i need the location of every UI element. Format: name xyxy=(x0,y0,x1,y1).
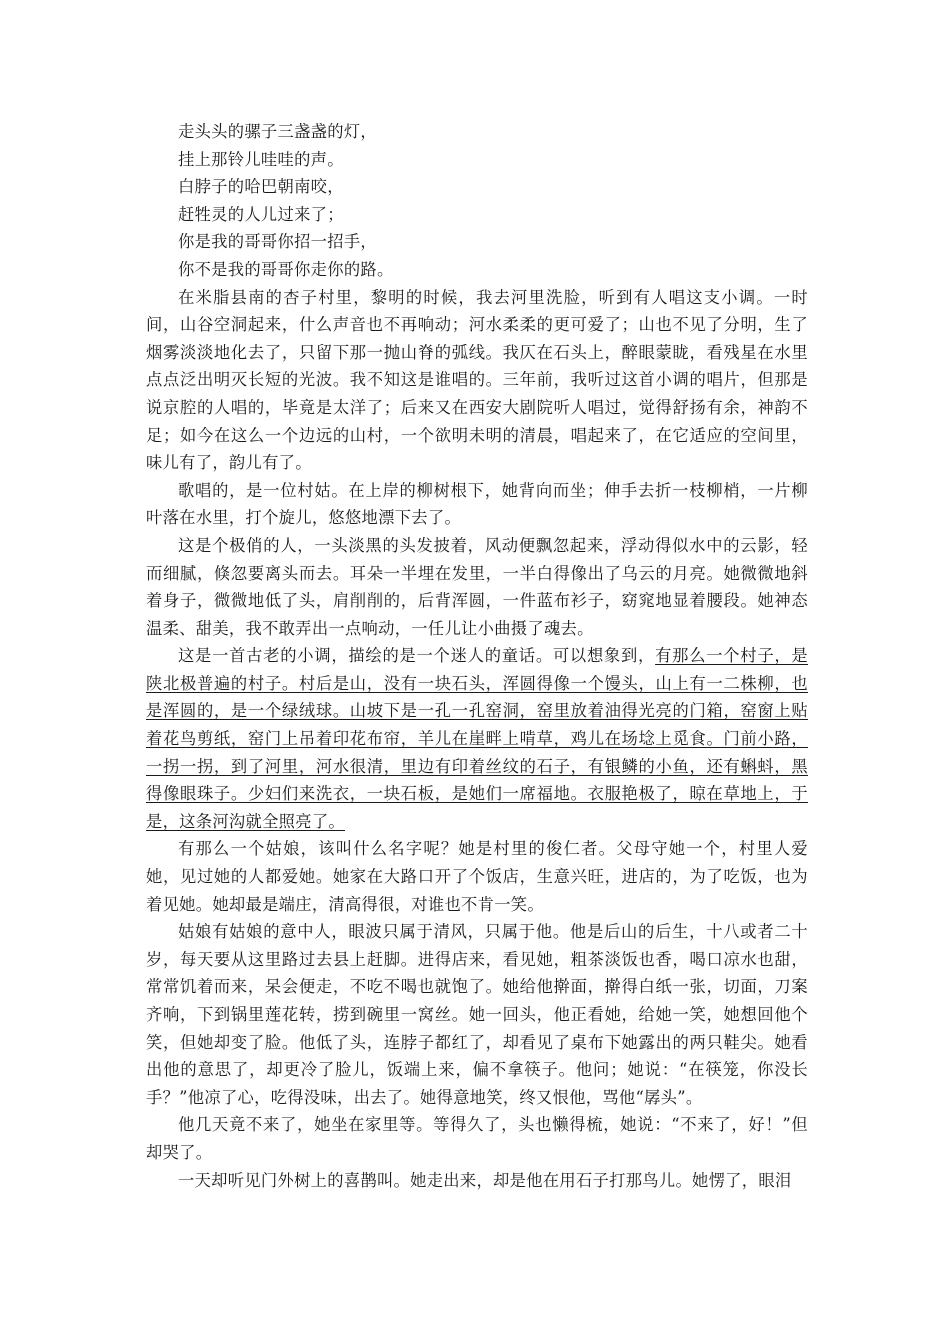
paragraph-girl-description: 这是个极俏的人，一头淡黑的头发披着，风动便飘忽起来，浮动得似水中的云影，轻而细腻，倏忽要离头而去。耳朵一半埋在发里，一半白得像出了乌云的月亮。她微微地斜着身子，微微地低了头，肩削削的，后背浑圆，一件蓝布衫子，窈窕地显着腰段。她神态温柔、甜美，我不敢弄出一点响动，一任儿让小曲摄了魂去。 xyxy=(146,535,808,638)
poem-line: 挂上那铃儿哇哇的声。 xyxy=(178,149,344,169)
paragraph-waiting: 他几天竟不来了，她坐在家里等。等得久了，头也懒得梳，她说：“不来了，好！”但却哭了。 xyxy=(146,1115,808,1162)
paragraph-fairy-tale xyxy=(146,642,808,835)
paragraph-dawn-song: 在米脂县南的杏子村里，黎明的时候，我去河里洗脸，听到有人唱这支小调。一时间，山谷空洞起来，什么声音也不再响动；河水柔柔的更可爱了；山也不见了分明，生了烟雾淡淡地化去了，只留下那一抛山脊的弧线。我仄在石头上，醉眼蒙眬，看残星在水里点点泛出明灭长短的光波。我不知这是谁唱的。三年前，我听过这首小调的唱片，但那是说京腔的人唱的，毕竟是太洋了；后来又在西安大剧院听人唱过，觉得舒扬有余，神韵不足；如今在这么一个边远的山村，一个欲明未明的清晨，唱起来了，在它适应的空间里，味儿有了，韵儿有了。 xyxy=(146,287,808,473)
paragraph-girl-name: 有那么一个姑娘，该叫什么名字呢？她是村里的俊仁者。父母守她一个，村里人爱她，见过她的人都爱她。她家在大路口开了个饭店，生意兴旺，进店的，为了吃饭，也为着见她。她却最是端庄，清高得很，对谁也不肯一笑。 xyxy=(146,839,808,914)
paragraph-magpie: 一天却听见门外树上的喜鹊叫。她走出来，却是他在用石子打那鸟儿。她愣了，眼泪 xyxy=(178,1170,792,1190)
poem-line: 赶牲灵的人儿过来了； xyxy=(178,204,344,224)
poem-line: 走头头的骡子三盏盏的灯， xyxy=(178,122,377,141)
poem-line: 白脖子的哈巴朝南咬， xyxy=(178,177,344,197)
paragraph-village-girl: 歌唱的，是一位村姑。在上岸的柳树根下，她背向而坐；伸手去折一枝柳梢，一片柳叶落在水里，打个旋儿，悠悠地漂下去了。 xyxy=(146,480,808,528)
underlined-village-passage: 有那么一个村子，是陕北极普遍的村子。村后是山，没有一块石头，浑圆得像一个馒头，山上有一二株柳，也是浑圆的，是一个绿绒球。山坡下是一孔一孔窑洞，窑里放着油得光亮的门箱，窑窗上贴着花鸟剪纸，窑门上吊着印花布帘，羊儿在崖畔上啃草，鸡儿在场埝上觅食。门前小路，一拐一拐，到了河里，河水很清，里边有印着丝纹的石子，有银鳞的小鱼，还有蝌蚪，黑得像眼珠子。少妇们来洗衣，一块石板，是她们一席福地。衣服艳极了，晾在草地上，于是，这条河沟就全照亮了。 xyxy=(146,646,809,831)
poem-line: 你是我的哥哥你招一招手， xyxy=(178,232,377,252)
paragraph-sweetheart: 姑娘有姑娘的意中人，眼波只属于清风，只属于他。他是后山的后生，十八或者二十岁，每天要从这里路过去县上赶脚。进得店来，看见她，粗茶淡饭也香，喝口凉水也甜，常常饥着而来，呆会便走，不吃不喝也就饱了。她给他擀面，擀得白纸一张，切面，刀案齐响，下到锅里莲花转，捞到碗里一窝丝。她一回头，他正看她，给她一笑，她想回他个笑，但她却变了脸。他低了头，连脖子都红了，却看见了桌布下她露出的两只鞋尖。她看出他的意思了，却更冷了脸儿，饭端上来，偏不拿筷子。他问；她说：“在筷笼，你没长手？”他凉了心，吃得没味，出去了。她得意地笑，终又恨他，骂他“孱头”。 xyxy=(146,922,808,1107)
poem-line: 你不是我的哥哥你走你的路。 xyxy=(178,259,394,279)
document-page xyxy=(146,118,808,1194)
fairy-tale-intro: 这是一首古老的小调，描绘的是一个迷人的童话。可以想象到， xyxy=(178,646,656,666)
